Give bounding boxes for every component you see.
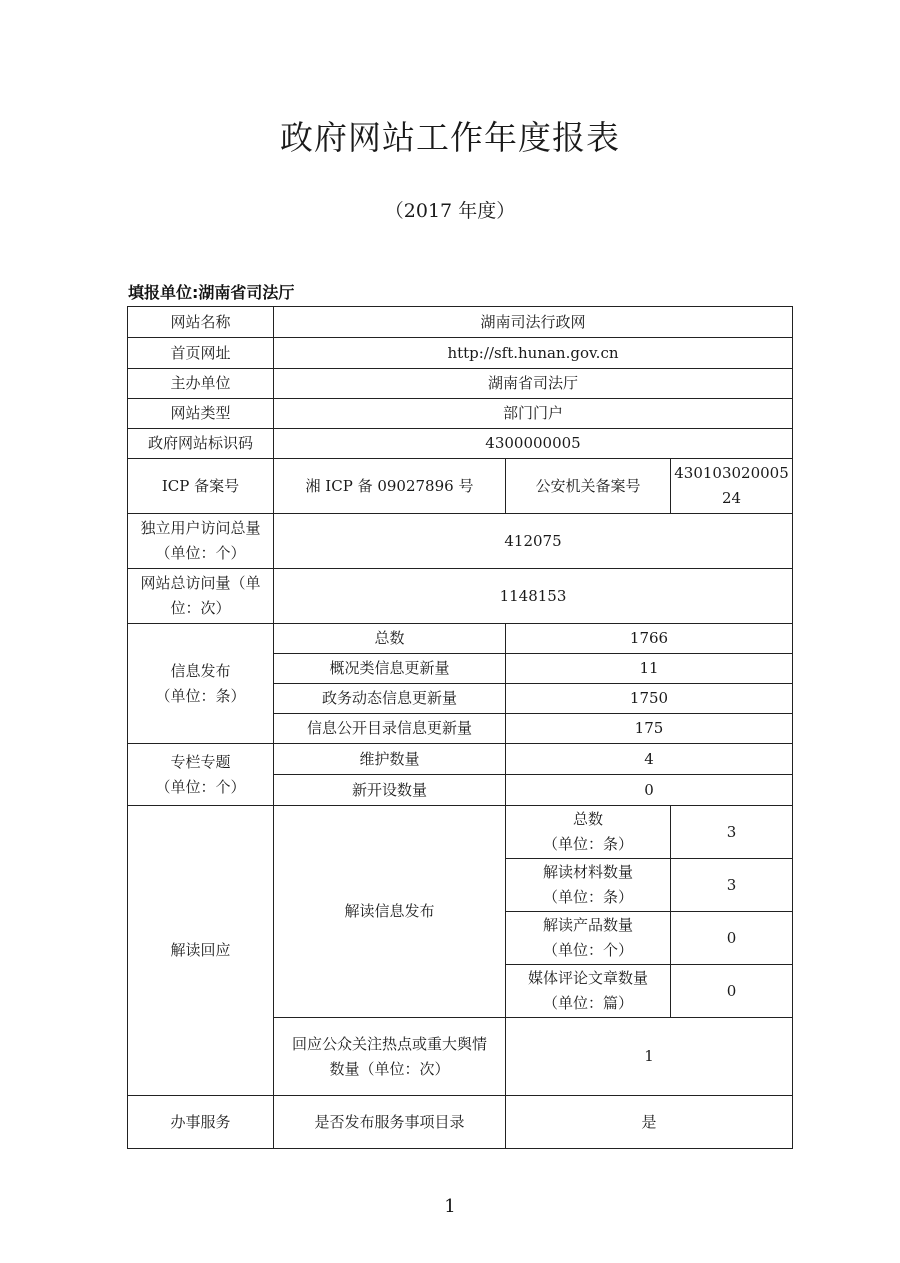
info-overview-value: 11 bbox=[506, 654, 793, 684]
site-name-value: 湖南司法行政网 bbox=[274, 307, 793, 338]
interp-product-label bbox=[506, 912, 671, 965]
site-id-label: 政府网站标识码 bbox=[128, 429, 274, 459]
page-number: 1 bbox=[444, 1196, 456, 1217]
unique-visitors-value: 412075 bbox=[274, 514, 793, 569]
interp-total-name: 总数 bbox=[572, 810, 603, 828]
interp-media-name: 媒体评论文章数量 bbox=[527, 969, 648, 987]
info-release-group bbox=[128, 624, 274, 744]
table-row bbox=[128, 806, 793, 859]
table-row bbox=[128, 459, 793, 514]
info-total-label: 总数 bbox=[274, 624, 506, 654]
interp-media-label bbox=[506, 965, 671, 1018]
table-row bbox=[128, 624, 793, 654]
site-type-value: 部门门户 bbox=[274, 399, 793, 429]
interpretation-release-label: 解读信息发布 bbox=[274, 806, 506, 1018]
info-release-unit: （单位：条） bbox=[155, 686, 246, 705]
page-title: 政府网站工作年度报表 bbox=[280, 118, 620, 157]
table-row bbox=[128, 744, 793, 775]
table-row bbox=[128, 307, 793, 338]
column-topics-unit: （单位：个） bbox=[155, 777, 246, 796]
interp-product-name: 解读产品数量 bbox=[542, 916, 633, 934]
table-row bbox=[128, 429, 793, 459]
info-total-value: 1766 bbox=[506, 624, 793, 654]
column-topics-group bbox=[128, 744, 274, 806]
interp-material-unit: （单位：条） bbox=[542, 888, 633, 906]
column-new-label: 新开设数量 bbox=[274, 775, 506, 806]
police-record-value: 43010302000524 bbox=[671, 459, 793, 514]
info-overview-label: 概况类信息更新量 bbox=[274, 654, 506, 684]
info-affairs-value: 1750 bbox=[506, 684, 793, 714]
service-catalog-value: 是 bbox=[506, 1096, 793, 1149]
report-table bbox=[127, 306, 793, 1149]
column-maintain-value: 4 bbox=[506, 744, 793, 775]
interp-material-value: 3 bbox=[671, 859, 793, 912]
interp-material-label bbox=[506, 859, 671, 912]
column-topics-label: 专栏专题 bbox=[170, 752, 231, 771]
table-row bbox=[128, 369, 793, 399]
interp-media-value: 0 bbox=[671, 965, 793, 1018]
table-row bbox=[128, 569, 793, 624]
site-name-label: 网站名称 bbox=[128, 307, 274, 338]
column-maintain-label: 维护数量 bbox=[274, 744, 506, 775]
interp-total-label bbox=[506, 806, 671, 859]
interp-product-unit: （单位：个） bbox=[542, 941, 633, 959]
unique-visitors-label: 独立用户访问总量（单位：个） bbox=[128, 514, 274, 569]
info-catalog-label: 信息公开目录信息更新量 bbox=[274, 714, 506, 744]
interp-total-value: 3 bbox=[671, 806, 793, 859]
sponsor-label: 主办单位 bbox=[128, 369, 274, 399]
interp-material-name: 解读材料数量 bbox=[542, 863, 633, 881]
homepage-value: http://sft.hunan.gov.cn bbox=[274, 338, 793, 369]
info-catalog-value: 175 bbox=[506, 714, 793, 744]
interp-total-unit: （单位：条） bbox=[542, 835, 633, 853]
response-count-label: 回应公众关注热点或重大舆情数量（单位：次） bbox=[274, 1018, 506, 1096]
sponsor-value: 湖南省司法厅 bbox=[274, 369, 793, 399]
interpretation-group-label: 解读回应 bbox=[128, 806, 274, 1096]
interp-media-unit: （单位：篇） bbox=[542, 994, 633, 1012]
service-catalog-label: 是否发布服务事项目录 bbox=[274, 1096, 506, 1149]
column-new-value: 0 bbox=[506, 775, 793, 806]
interp-product-value: 0 bbox=[671, 912, 793, 965]
response-count-value: 1 bbox=[506, 1018, 793, 1096]
service-group-label: 办事服务 bbox=[128, 1096, 274, 1149]
info-affairs-label: 政务动态信息更新量 bbox=[274, 684, 506, 714]
site-id-value: 4300000005 bbox=[274, 429, 793, 459]
table-row bbox=[128, 399, 793, 429]
filing-unit: 填报单位:湖南省司法厅 bbox=[128, 283, 295, 302]
table-row bbox=[128, 514, 793, 569]
info-release-label: 信息发布 bbox=[170, 661, 231, 680]
report-year: （2017 年度） bbox=[384, 200, 516, 222]
police-record-label: 公安机关备案号 bbox=[506, 459, 671, 514]
icp-label: ICP 备案号 bbox=[128, 459, 274, 514]
icp-value: 湘 ICP 备 09027896 号 bbox=[274, 459, 506, 514]
site-type-label: 网站类型 bbox=[128, 399, 274, 429]
page-views-value: 1148153 bbox=[274, 569, 793, 624]
table-row bbox=[128, 1096, 793, 1149]
table-row bbox=[128, 338, 793, 369]
homepage-label: 首页网址 bbox=[128, 338, 274, 369]
page-views-label: 网站总访问量（单位：次） bbox=[128, 569, 274, 624]
